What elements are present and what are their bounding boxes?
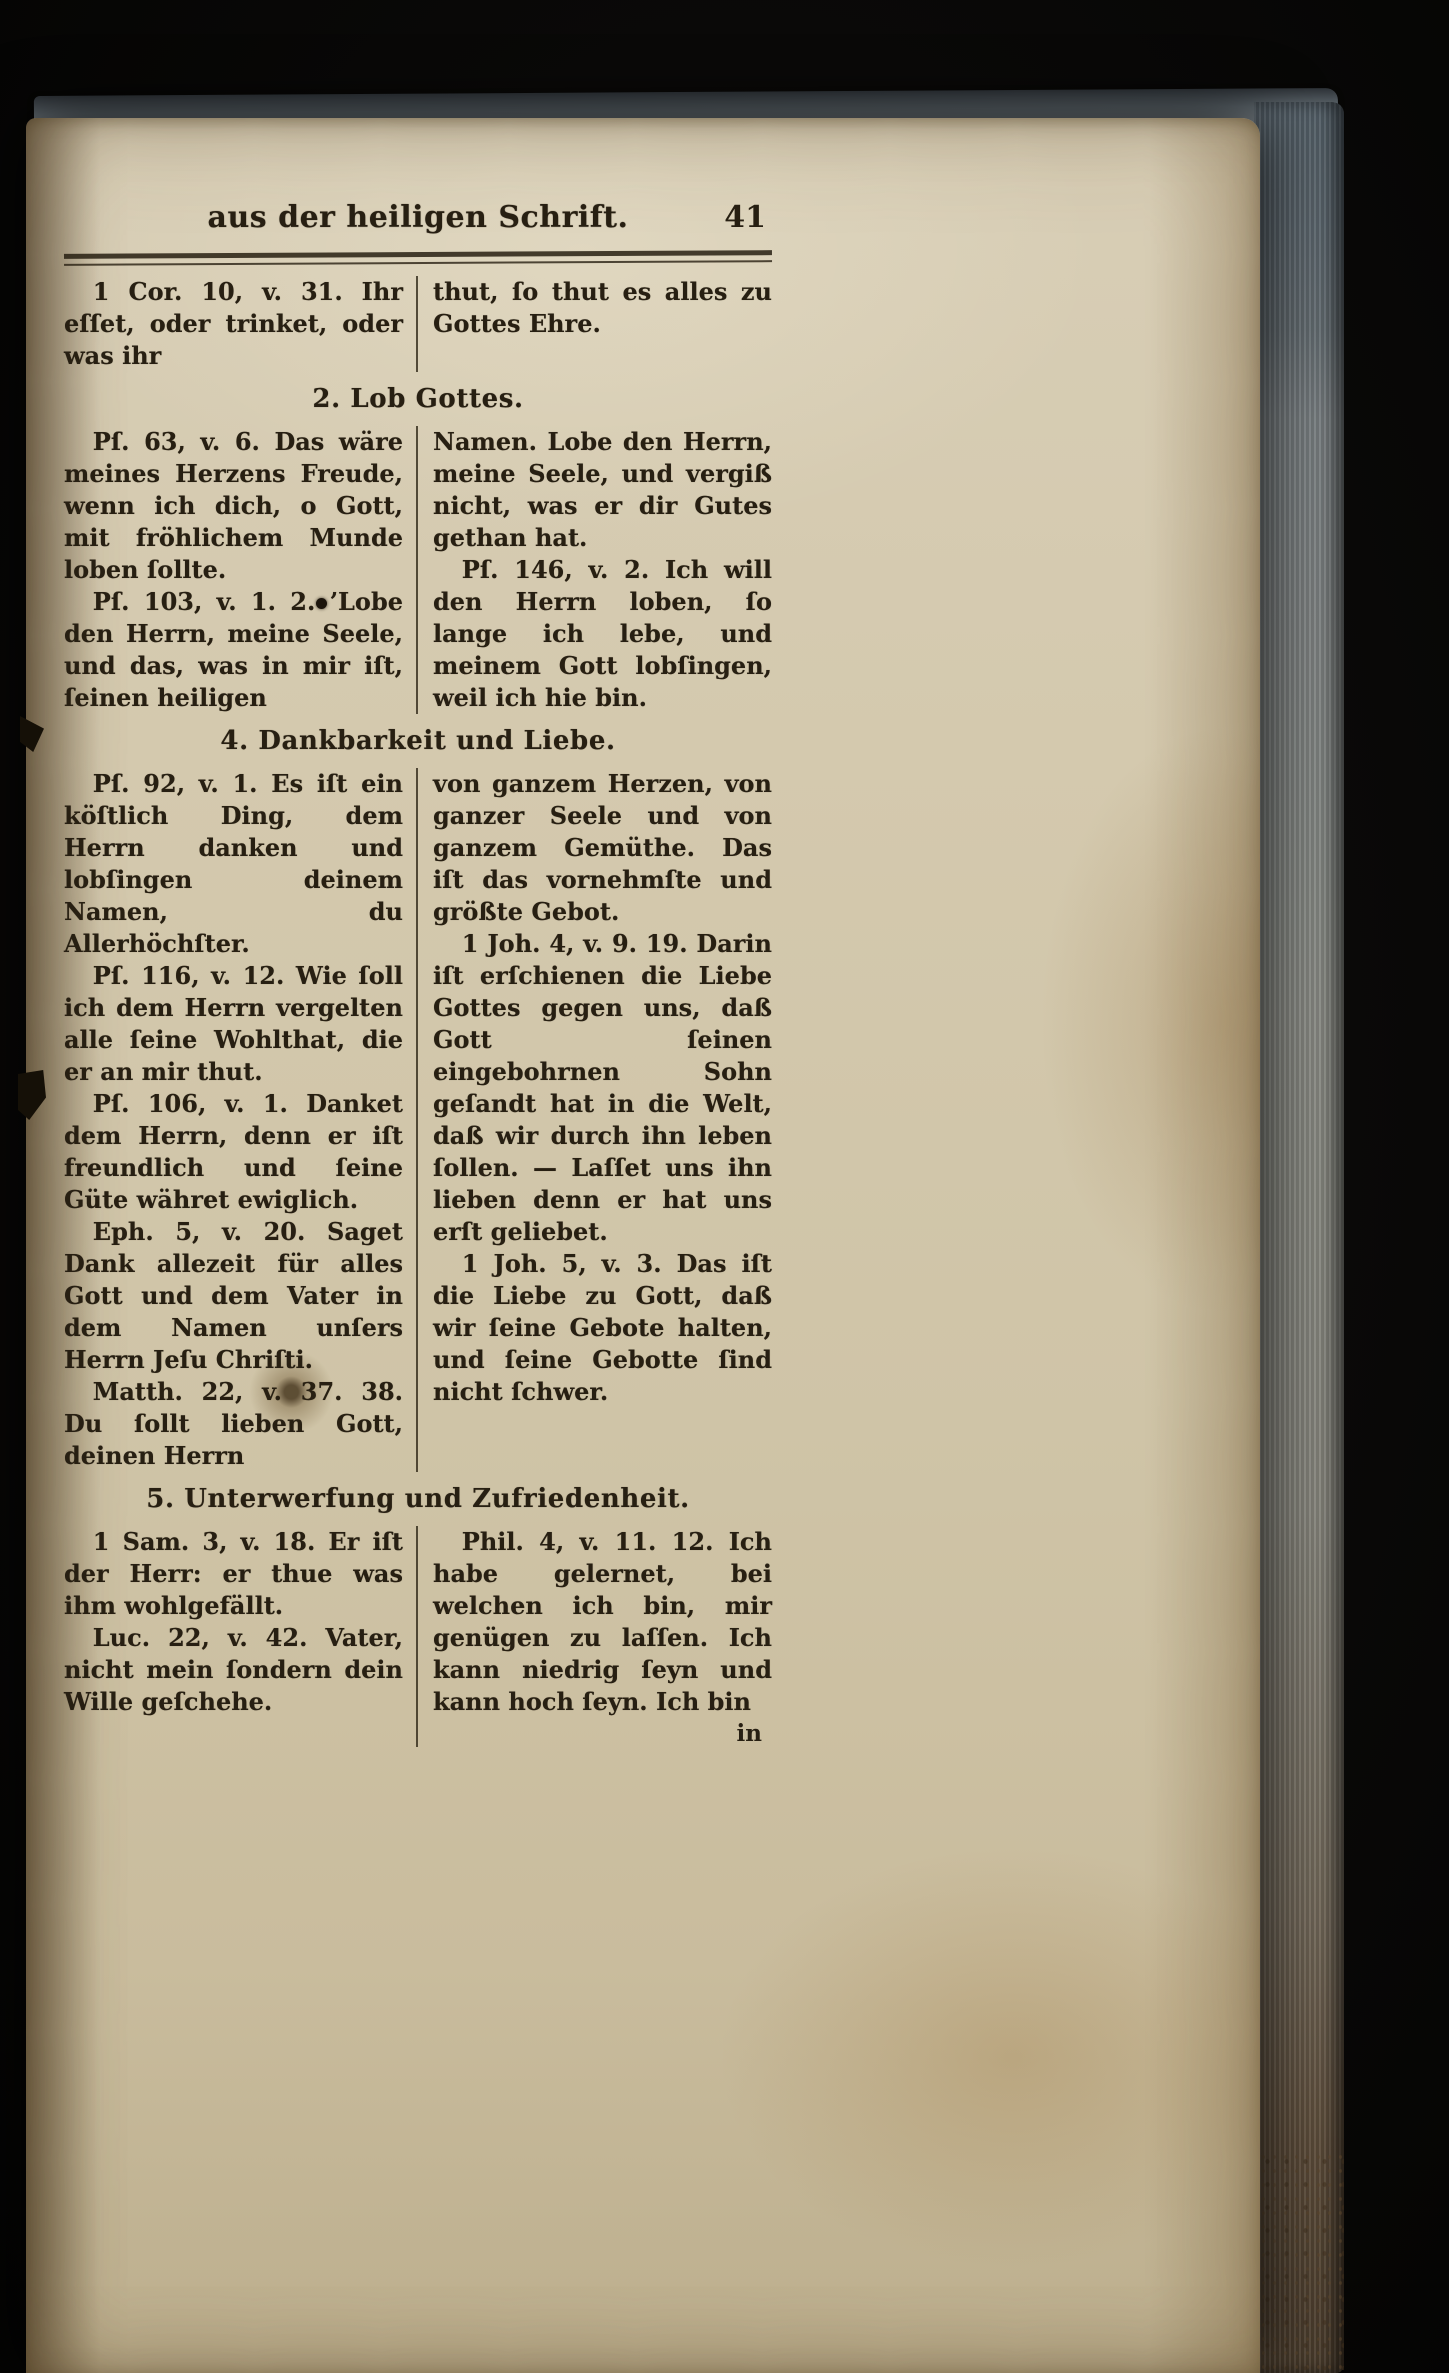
verse-paragraph: von ganzem Herzen, von ganzer Seele und von ganzem Gemüthe. Das iſt das vornehmſte und größte Gebot. xyxy=(433,769,772,926)
verse-paragraph: 1 Joh. 4, v. 9. 19. Darin iſt erſchienen die Liebe Gottes gegen uns, daß Gott ſeinen eingebohrnen Sohn geſandt hat in die Welt, daß wir durch ihn leben ſollen. — Laſſet uns ihn lieben denn er hat uns erſt geliebet. xyxy=(433,929,772,1246)
verse-paragraph: thut, ſo thut es alles zu Gottes Ehre. xyxy=(433,277,772,338)
verse-paragraph: Pſ. 106, v. 1. Danket dem Herrn, denn er iſt freundlich und ſeine Güte währet ewiglich. xyxy=(64,1089,403,1214)
section-lob-gottes-columns xyxy=(64,426,772,714)
section-heading-dankbarkeit: 4. Dankbarkeit und Liebe. xyxy=(220,726,616,756)
verse-paragraph: 1 Joh. 5, v. 3. Das iſt die Liebe zu Gott, daß wir ſeine Gebote halten, und ſeine Gebotte ſind nicht ſchwer. xyxy=(433,1249,772,1406)
verse-paragraph: Namen. Lobe den Herrn, meine Seele, und vergiß nicht, was er dir Gutes gethan hat. xyxy=(433,427,772,552)
verse-paragraph: Pſ. 92, v. 1. Es iſt ein köſtlich Ding, dem Herrn danken und lobſingen deinem Namen, du Allerhöchſter. xyxy=(64,769,403,958)
verse-paragraph: Eph. 5, v. 20. Saget Dank allezeit für alles Gott und dem Vater in dem Namen unſers Herrn Jeſu Chriſti. xyxy=(64,1217,403,1374)
right-column xyxy=(418,426,772,714)
running-title: aus der heiligen Schrift. xyxy=(207,200,629,235)
verse-paragraph: Matth. 22, v. 37. 38. Du ſollt lieben Gott, deinen Herrn xyxy=(64,1377,403,1470)
left-column xyxy=(64,768,418,1472)
verse-paragraph: Pſ. 63, v. 6. Das wäre meines Herzens Freude, wenn ich dich, o Gott, mit fröhlichem Munde loben ſollte. xyxy=(64,427,403,584)
verse-paragraph: 1 Sam. 3, v. 18. Er iſt der Herr: er thue was ihm wohlgefällt. xyxy=(64,1527,403,1620)
left-column xyxy=(64,1526,418,1747)
verse-paragraph: Phil. 4, v. 11. 12. Ich habe gelernet, bei welchen ich bin, mir genügen zu laſſen. Ich kann niedrig ſeyn und kann hoch ſeyn. Ich bin xyxy=(433,1527,772,1716)
section-unterwerfung-columns xyxy=(64,1526,772,1747)
book-fore-edge xyxy=(1254,102,1344,2373)
catchword: in xyxy=(736,1720,762,1747)
page-number: 41 xyxy=(724,200,766,235)
text-block xyxy=(64,200,772,1747)
section-heading-lob-gottes: 2. Lob Gottes. xyxy=(312,384,524,414)
intro-right-column xyxy=(418,276,772,372)
verse-paragraph: Luc. 22, v. 42. Vater, nicht mein ſondern dein Wille geſchehe. xyxy=(64,1623,403,1716)
page-header xyxy=(64,200,772,244)
intro-left-column xyxy=(64,276,418,372)
page-tear xyxy=(18,1070,46,1120)
verse-paragraph: Pſ. 116, v. 12. Wie ſoll ich dem Herrn vergelten alle ſeine Wohlthat, die er an mir thut. xyxy=(64,961,403,1086)
page-tear xyxy=(20,716,44,752)
verse-paragraph: 1 Cor. 10, v. 31. Ihr eſſet, oder trinket, oder was ihr xyxy=(64,277,403,370)
left-column xyxy=(64,426,418,714)
right-column xyxy=(418,768,772,1472)
right-column xyxy=(418,1526,772,1747)
verse-paragraph: Pſ. 103, v. 1. 2. ’Lobe den Herrn, meine Seele, und das, was in mir iſt, ſeinen heiligen xyxy=(64,587,403,712)
header-rule xyxy=(64,250,772,266)
section-heading-unterwerfung: 5. Unterwerfung und Zufriedenheit. xyxy=(146,1484,690,1514)
book-page xyxy=(26,118,1260,2373)
fore-edge-speckles xyxy=(1258,2150,1344,2370)
verse-paragraph: Pſ. 146, v. 2. Ich will den Herrn loben, ſo lange ich lebe, und meinem Gott lobſingen, weil ich hie bin. xyxy=(433,555,772,712)
section-dankbarkeit-columns xyxy=(64,768,772,1472)
intro-columns xyxy=(64,276,772,372)
